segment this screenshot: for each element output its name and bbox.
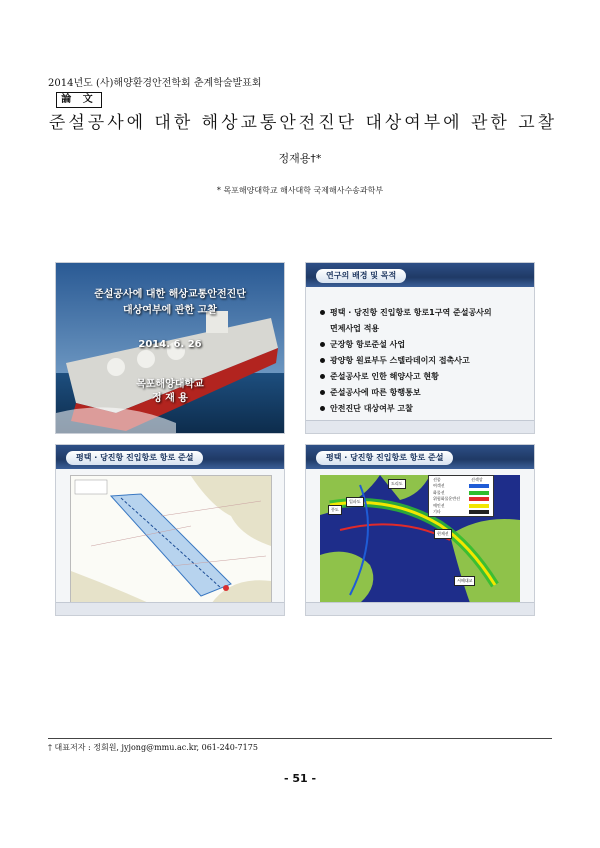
paper-title: 준설공사에 대한 해상교통안전진단 대상여부에 관한 고찰: [48, 113, 558, 133]
cover-date: 2014. 6. 26: [138, 339, 202, 350]
legend-swatch: [469, 497, 489, 501]
footnote-rule: [48, 738, 552, 739]
legend-swatch: [469, 491, 489, 495]
map-legend: [428, 475, 494, 517]
map-label: 현제선: [434, 529, 452, 539]
paper-type-box: 論 文: [56, 92, 102, 108]
bullet-item: 준설공사로 인한 해양사고 현황: [320, 371, 439, 382]
slide-footer: [306, 602, 534, 615]
cover-title-2: 대상여부에 관한 고찰: [123, 305, 217, 316]
map-label: 풍도: [328, 505, 342, 515]
nautical-chart: [70, 475, 272, 605]
legend-label: 기타: [433, 509, 441, 514]
bullet-item: 군장항 항로준설 사업: [320, 339, 405, 350]
legend-label: 여객선: [433, 483, 445, 488]
slide-footer: [306, 420, 534, 433]
bullet-item: 준설공사에 따른 항행통보: [320, 387, 421, 398]
legend-header: 선종: [433, 477, 441, 482]
legend-label: 위험화물운반선: [433, 496, 461, 501]
footnote: † 대표저자 : 정회원, jyjong@mmu.ac.kr, 061-240-7175: [48, 743, 258, 752]
bullet-item: 평택 · 당진항 진입항로 항로1구역 준설공사의: [320, 307, 492, 318]
legend-swatch: [469, 484, 489, 488]
bullet-continuation: 면제사업 적용: [330, 324, 380, 333]
slide-background: [305, 262, 535, 434]
slide-header-title: 평택 · 당진항 진입항로 항로 준설: [316, 451, 453, 465]
slide-header-bar: [306, 445, 534, 469]
slide-header-title: 연구의 배경 및 목적: [316, 269, 406, 283]
slide-channel-chart: [55, 444, 285, 616]
slide-header-bar: [56, 445, 284, 469]
legend-header: 선색상: [471, 477, 483, 482]
page-number: - 51 -: [283, 772, 317, 785]
legend-label: 화물선: [433, 489, 445, 495]
legend-swatch: [469, 504, 489, 508]
map-label: 도리도: [388, 479, 406, 489]
legend-label: 예인선: [433, 502, 445, 508]
author: 정재용†*: [278, 152, 322, 165]
affiliation: * 목포해양대학교 해사대학 국제해사수송과학부: [216, 186, 384, 195]
legend-swatch: [469, 510, 489, 514]
slide-header-title: 평택 · 당진항 진입항로 항로 준설: [66, 451, 203, 465]
cover-org: 목포해양대학교: [136, 379, 204, 390]
cover-presenter: 정 재 용: [152, 393, 188, 404]
bullet-item: 광양항 원료부두 스텔라데이지 접촉사고: [320, 355, 470, 366]
slide-cover: [55, 262, 285, 434]
cover-title-1: 준설공사에 대한 해상교통안전진단: [94, 289, 246, 300]
slide-header-bar: [306, 263, 534, 287]
map-label: 입파도: [346, 497, 364, 507]
map-label: 서해대교: [454, 576, 475, 586]
bullet-item: 안전진단 대상여부 고찰: [320, 403, 413, 414]
slide-footer: [56, 602, 284, 615]
slide-traffic-map: [305, 444, 535, 616]
conference-line: 2014년도 (사)해양환경안전학회 춘계학술발표회: [48, 78, 262, 89]
